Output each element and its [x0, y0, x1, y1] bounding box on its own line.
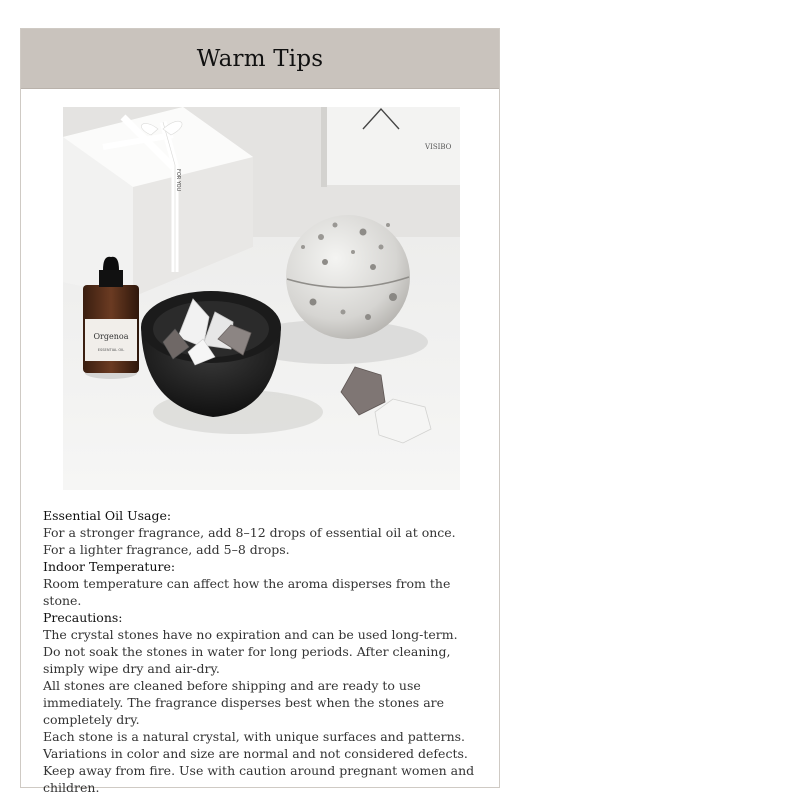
tip-line: Each stone is a natural crystal, with unique surfaces and patterns.	[43, 729, 466, 744]
section-heading: Indoor Temperature:	[43, 559, 176, 574]
tips-content	[43, 507, 483, 796]
book	[321, 107, 460, 187]
tip-line: The crystal stones have no expiration and can be used long-term.	[43, 627, 458, 642]
tip-line: For a stronger fragrance, add 8–12 drops of essential oil at once.	[43, 525, 456, 540]
section-heading: Essential Oil Usage:	[43, 508, 172, 523]
bottle-sublabel: ESSENTIAL OIL	[97, 348, 125, 352]
section-heading: Precautions:	[43, 610, 123, 625]
product-photo-illustration	[63, 107, 460, 490]
page-title: Warm Tips	[196, 45, 324, 72]
product-photo	[63, 107, 460, 490]
ribbon-text: FOR YOU	[175, 169, 181, 192]
bottle-label: Orgenoa	[93, 332, 129, 341]
tip-line: Room temperature can affect how the aroma disperses from the stone.	[43, 576, 451, 608]
tip-line: All stones are cleaned before shipping and are ready to use immediately. The fragrance disperses best when the stones are completely dry.	[43, 678, 445, 727]
stone-sphere	[286, 215, 410, 339]
header-bar	[21, 29, 499, 89]
tip-line: Keep away from fire. Use with caution around pregnant women and children.	[43, 763, 475, 795]
warm-tips-card	[20, 28, 500, 795]
tip-line: Variations in color and size are normal and not considered defects.	[43, 746, 468, 761]
book-text: VISIBO	[425, 143, 452, 151]
tip-line: For a lighter fragrance, add 5–8 drops.	[43, 542, 290, 557]
tip-line: Do not soak the stones in water for long periods. After cleaning, simply wipe dry and air-dry.	[43, 644, 451, 676]
